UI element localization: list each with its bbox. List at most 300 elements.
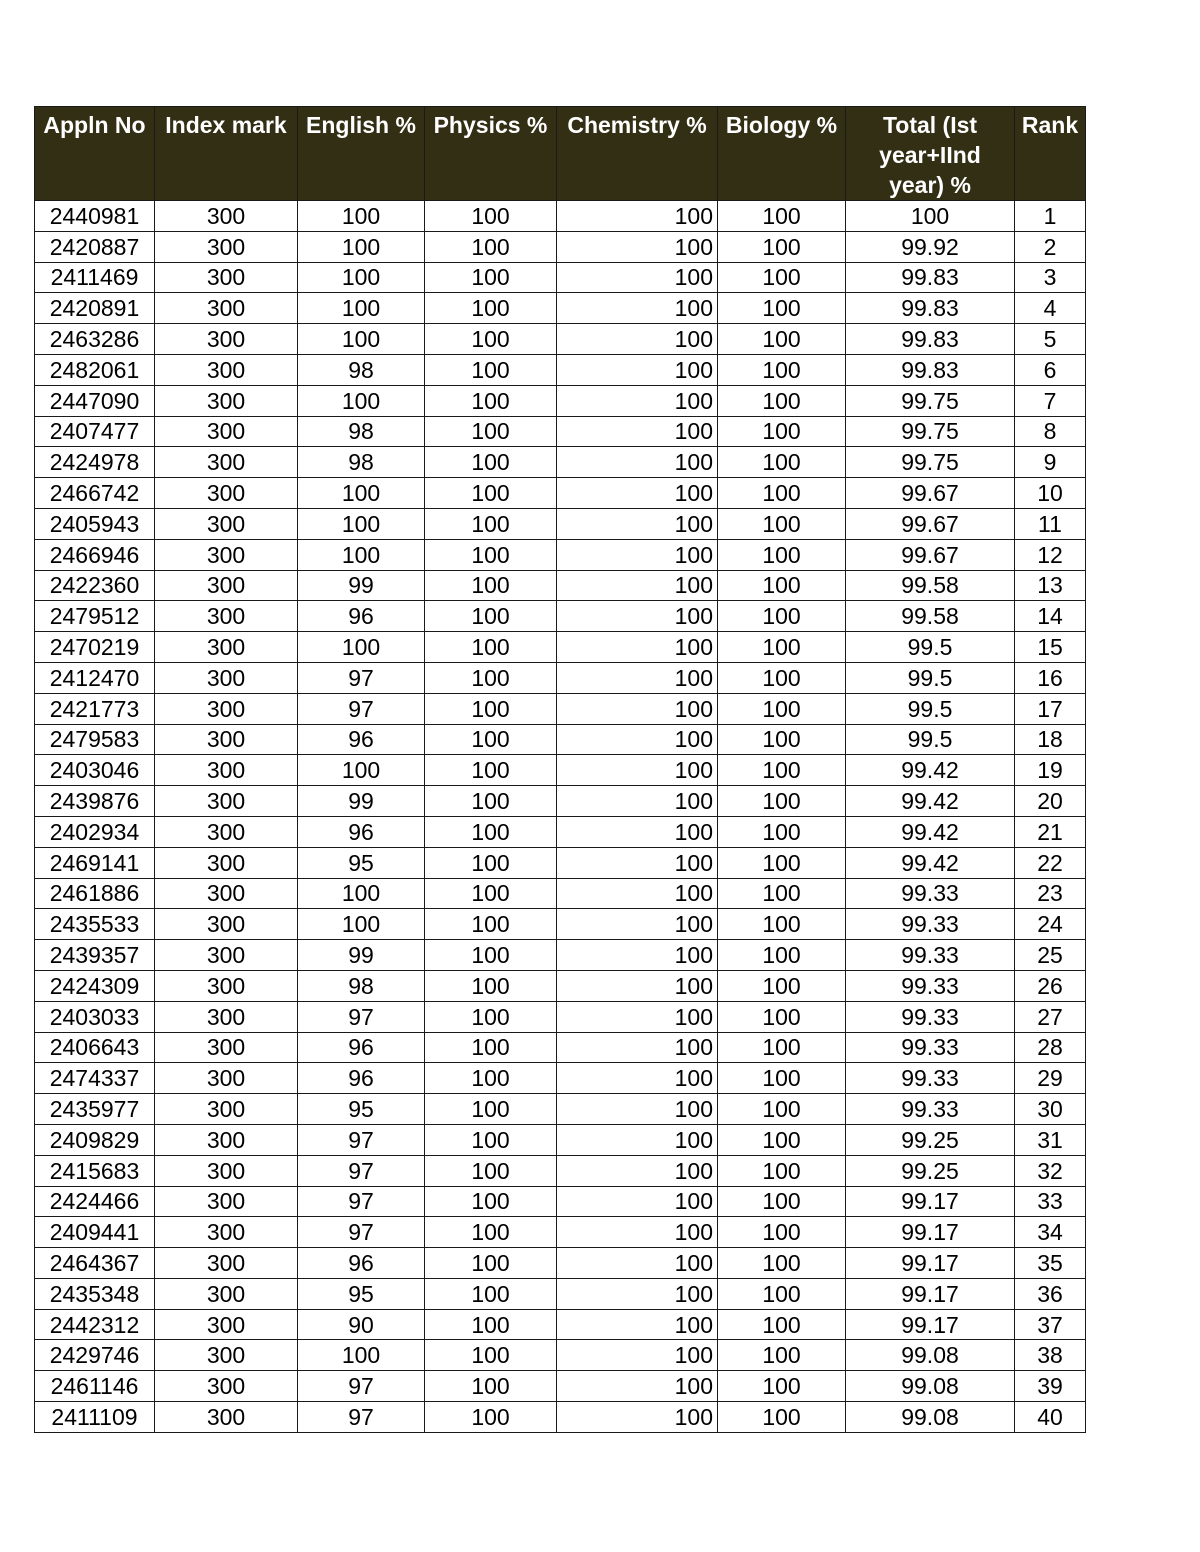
cell-total: 99.33 bbox=[846, 878, 1015, 909]
cell-biology: 100 bbox=[718, 724, 846, 755]
cell-total: 99.67 bbox=[846, 508, 1015, 539]
cell-total: 99.33 bbox=[846, 1063, 1015, 1094]
cell-english: 97 bbox=[298, 693, 425, 724]
cell-total: 99.75 bbox=[846, 447, 1015, 478]
cell-rank: 40 bbox=[1015, 1402, 1086, 1433]
cell-rank: 22 bbox=[1015, 847, 1086, 878]
cell-physics: 100 bbox=[425, 1340, 557, 1371]
table-row bbox=[35, 354, 1086, 385]
cell-rank: 18 bbox=[1015, 724, 1086, 755]
cell-rank: 7 bbox=[1015, 385, 1086, 416]
cell-appln-no: 2435533 bbox=[35, 909, 155, 940]
cell-rank: 23 bbox=[1015, 878, 1086, 909]
table-row bbox=[35, 1340, 1086, 1371]
cell-chemistry: 100 bbox=[557, 293, 718, 324]
cell-physics: 100 bbox=[425, 354, 557, 385]
cell-biology: 100 bbox=[718, 447, 846, 478]
cell-biology: 100 bbox=[718, 478, 846, 509]
cell-english: 95 bbox=[298, 1094, 425, 1125]
table-row bbox=[35, 940, 1086, 971]
cell-appln-no: 2470219 bbox=[35, 632, 155, 663]
cell-english: 100 bbox=[298, 878, 425, 909]
cell-rank: 2 bbox=[1015, 231, 1086, 262]
cell-rank: 3 bbox=[1015, 262, 1086, 293]
table-row bbox=[35, 385, 1086, 416]
cell-chemistry: 100 bbox=[557, 1186, 718, 1217]
cell-physics: 100 bbox=[425, 416, 557, 447]
table-row bbox=[35, 693, 1086, 724]
cell-index-mark: 300 bbox=[155, 1402, 298, 1433]
table-row bbox=[35, 816, 1086, 847]
cell-chemistry: 100 bbox=[557, 847, 718, 878]
cell-chemistry: 100 bbox=[557, 262, 718, 293]
cell-physics: 100 bbox=[425, 478, 557, 509]
cell-english: 98 bbox=[298, 447, 425, 478]
cell-biology: 100 bbox=[718, 786, 846, 817]
table-row bbox=[35, 1217, 1086, 1248]
cell-english: 100 bbox=[298, 539, 425, 570]
cell-physics: 100 bbox=[425, 1001, 557, 1032]
cell-total: 99.67 bbox=[846, 478, 1015, 509]
table-row bbox=[35, 786, 1086, 817]
cell-english: 96 bbox=[298, 724, 425, 755]
cell-appln-no: 2435348 bbox=[35, 1278, 155, 1309]
cell-appln-no: 2405943 bbox=[35, 508, 155, 539]
cell-index-mark: 300 bbox=[155, 909, 298, 940]
cell-index-mark: 300 bbox=[155, 478, 298, 509]
cell-english: 100 bbox=[298, 324, 425, 355]
cell-rank: 34 bbox=[1015, 1217, 1086, 1248]
cell-appln-no: 2409829 bbox=[35, 1124, 155, 1155]
cell-physics: 100 bbox=[425, 570, 557, 601]
cell-biology: 100 bbox=[718, 601, 846, 632]
cell-index-mark: 300 bbox=[155, 1248, 298, 1279]
cell-total: 99.17 bbox=[846, 1217, 1015, 1248]
cell-index-mark: 300 bbox=[155, 570, 298, 601]
cell-appln-no: 2464367 bbox=[35, 1248, 155, 1279]
cell-appln-no: 2461146 bbox=[35, 1371, 155, 1402]
cell-total: 99.17 bbox=[846, 1248, 1015, 1279]
cell-biology: 100 bbox=[718, 1217, 846, 1248]
cell-physics: 100 bbox=[425, 508, 557, 539]
table-row bbox=[35, 601, 1086, 632]
cell-chemistry: 100 bbox=[557, 324, 718, 355]
cell-english: 100 bbox=[298, 231, 425, 262]
cell-biology: 100 bbox=[718, 1340, 846, 1371]
cell-index-mark: 300 bbox=[155, 385, 298, 416]
cell-total: 99.08 bbox=[846, 1340, 1015, 1371]
table-row bbox=[35, 570, 1086, 601]
cell-appln-no: 2402934 bbox=[35, 816, 155, 847]
cell-biology: 100 bbox=[718, 293, 846, 324]
cell-rank: 27 bbox=[1015, 1001, 1086, 1032]
cell-rank: 33 bbox=[1015, 1186, 1086, 1217]
cell-total: 99.33 bbox=[846, 1094, 1015, 1125]
cell-chemistry: 100 bbox=[557, 970, 718, 1001]
cell-english: 100 bbox=[298, 632, 425, 663]
cell-english: 97 bbox=[298, 662, 425, 693]
cell-total: 99.83 bbox=[846, 324, 1015, 355]
cell-index-mark: 300 bbox=[155, 231, 298, 262]
cell-total: 99.33 bbox=[846, 1032, 1015, 1063]
cell-total: 99.5 bbox=[846, 662, 1015, 693]
cell-biology: 100 bbox=[718, 940, 846, 971]
cell-chemistry: 100 bbox=[557, 662, 718, 693]
cell-index-mark: 300 bbox=[155, 539, 298, 570]
cell-index-mark: 300 bbox=[155, 724, 298, 755]
cell-index-mark: 300 bbox=[155, 1217, 298, 1248]
cell-index-mark: 300 bbox=[155, 416, 298, 447]
cell-biology: 100 bbox=[718, 847, 846, 878]
cell-biology: 100 bbox=[718, 201, 846, 232]
cell-chemistry: 100 bbox=[557, 1124, 718, 1155]
cell-english: 100 bbox=[298, 293, 425, 324]
cell-total: 99.58 bbox=[846, 570, 1015, 601]
cell-biology: 100 bbox=[718, 262, 846, 293]
cell-appln-no: 2421773 bbox=[35, 693, 155, 724]
cell-appln-no: 2447090 bbox=[35, 385, 155, 416]
cell-physics: 100 bbox=[425, 1155, 557, 1186]
cell-physics: 100 bbox=[425, 632, 557, 663]
cell-appln-no: 2424466 bbox=[35, 1186, 155, 1217]
cell-chemistry: 100 bbox=[557, 693, 718, 724]
table-row bbox=[35, 847, 1086, 878]
cell-english: 100 bbox=[298, 755, 425, 786]
cell-index-mark: 300 bbox=[155, 1155, 298, 1186]
cell-rank: 36 bbox=[1015, 1278, 1086, 1309]
cell-physics: 100 bbox=[425, 940, 557, 971]
cell-english: 99 bbox=[298, 570, 425, 601]
cell-index-mark: 300 bbox=[155, 878, 298, 909]
cell-rank: 28 bbox=[1015, 1032, 1086, 1063]
table-row bbox=[35, 632, 1086, 663]
table-row bbox=[35, 1248, 1086, 1279]
cell-physics: 100 bbox=[425, 447, 557, 478]
cell-physics: 100 bbox=[425, 293, 557, 324]
cell-biology: 100 bbox=[718, 416, 846, 447]
cell-chemistry: 100 bbox=[557, 570, 718, 601]
cell-total: 99.42 bbox=[846, 816, 1015, 847]
cell-index-mark: 300 bbox=[155, 755, 298, 786]
cell-index-mark: 300 bbox=[155, 201, 298, 232]
cell-total: 99.25 bbox=[846, 1124, 1015, 1155]
cell-rank: 16 bbox=[1015, 662, 1086, 693]
cell-biology: 100 bbox=[718, 1001, 846, 1032]
table-row bbox=[35, 1032, 1086, 1063]
table-row bbox=[35, 724, 1086, 755]
cell-physics: 100 bbox=[425, 1094, 557, 1125]
cell-index-mark: 300 bbox=[155, 1001, 298, 1032]
cell-total: 99.83 bbox=[846, 293, 1015, 324]
cell-appln-no: 2463286 bbox=[35, 324, 155, 355]
table-row bbox=[35, 262, 1086, 293]
cell-chemistry: 100 bbox=[557, 724, 718, 755]
cell-index-mark: 300 bbox=[155, 786, 298, 817]
table-row bbox=[35, 755, 1086, 786]
cell-biology: 100 bbox=[718, 1155, 846, 1186]
cell-english: 95 bbox=[298, 847, 425, 878]
cell-chemistry: 100 bbox=[557, 1032, 718, 1063]
cell-index-mark: 300 bbox=[155, 324, 298, 355]
table-row bbox=[35, 1186, 1086, 1217]
table-row bbox=[35, 970, 1086, 1001]
cell-chemistry: 100 bbox=[557, 385, 718, 416]
cell-chemistry: 100 bbox=[557, 755, 718, 786]
cell-index-mark: 300 bbox=[155, 447, 298, 478]
cell-biology: 100 bbox=[718, 1094, 846, 1125]
cell-english: 99 bbox=[298, 786, 425, 817]
cell-appln-no: 2469141 bbox=[35, 847, 155, 878]
cell-physics: 100 bbox=[425, 1402, 557, 1433]
cell-chemistry: 100 bbox=[557, 1001, 718, 1032]
cell-rank: 32 bbox=[1015, 1155, 1086, 1186]
table-row bbox=[35, 324, 1086, 355]
table-row bbox=[35, 539, 1086, 570]
cell-index-mark: 300 bbox=[155, 1124, 298, 1155]
cell-biology: 100 bbox=[718, 231, 846, 262]
cell-rank: 39 bbox=[1015, 1371, 1086, 1402]
cell-index-mark: 300 bbox=[155, 632, 298, 663]
cell-index-mark: 300 bbox=[155, 1186, 298, 1217]
cell-english: 97 bbox=[298, 1155, 425, 1186]
cell-total: 99.5 bbox=[846, 693, 1015, 724]
cell-rank: 20 bbox=[1015, 786, 1086, 817]
cell-rank: 35 bbox=[1015, 1248, 1086, 1279]
table-row bbox=[35, 447, 1086, 478]
cell-biology: 100 bbox=[718, 1278, 846, 1309]
cell-english: 99 bbox=[298, 940, 425, 971]
table-row bbox=[35, 1155, 1086, 1186]
cell-biology: 100 bbox=[718, 570, 846, 601]
cell-appln-no: 2412470 bbox=[35, 662, 155, 693]
cell-appln-no: 2466742 bbox=[35, 478, 155, 509]
header-physics: Physics % bbox=[425, 107, 557, 201]
cell-appln-no: 2479583 bbox=[35, 724, 155, 755]
cell-rank: 13 bbox=[1015, 570, 1086, 601]
cell-english: 98 bbox=[298, 416, 425, 447]
cell-chemistry: 100 bbox=[557, 632, 718, 663]
table-row bbox=[35, 1001, 1086, 1032]
cell-chemistry: 100 bbox=[557, 508, 718, 539]
cell-index-mark: 300 bbox=[155, 1094, 298, 1125]
cell-appln-no: 2429746 bbox=[35, 1340, 155, 1371]
cell-biology: 100 bbox=[718, 385, 846, 416]
table-row bbox=[35, 1094, 1086, 1125]
cell-physics: 100 bbox=[425, 1371, 557, 1402]
cell-physics: 100 bbox=[425, 724, 557, 755]
cell-total: 99.75 bbox=[846, 416, 1015, 447]
cell-biology: 100 bbox=[718, 970, 846, 1001]
cell-chemistry: 100 bbox=[557, 1371, 718, 1402]
cell-rank: 21 bbox=[1015, 816, 1086, 847]
cell-rank: 1 bbox=[1015, 201, 1086, 232]
cell-index-mark: 300 bbox=[155, 1371, 298, 1402]
cell-chemistry: 100 bbox=[557, 940, 718, 971]
cell-total: 99.33 bbox=[846, 970, 1015, 1001]
cell-rank: 17 bbox=[1015, 693, 1086, 724]
cell-index-mark: 300 bbox=[155, 662, 298, 693]
header-total: Total (Ist year+IInd year) % bbox=[846, 107, 1015, 201]
cell-physics: 100 bbox=[425, 970, 557, 1001]
table-row bbox=[35, 478, 1086, 509]
cell-chemistry: 100 bbox=[557, 878, 718, 909]
cell-physics: 100 bbox=[425, 786, 557, 817]
cell-biology: 100 bbox=[718, 816, 846, 847]
cell-appln-no: 2466946 bbox=[35, 539, 155, 570]
cell-index-mark: 300 bbox=[155, 262, 298, 293]
table-row bbox=[35, 416, 1086, 447]
cell-physics: 100 bbox=[425, 539, 557, 570]
cell-chemistry: 100 bbox=[557, 601, 718, 632]
cell-rank: 37 bbox=[1015, 1309, 1086, 1340]
cell-total: 99.58 bbox=[846, 601, 1015, 632]
cell-total: 99.25 bbox=[846, 1155, 1015, 1186]
cell-english: 97 bbox=[298, 1001, 425, 1032]
cell-biology: 100 bbox=[718, 662, 846, 693]
cell-rank: 26 bbox=[1015, 970, 1086, 1001]
cell-rank: 15 bbox=[1015, 632, 1086, 663]
cell-chemistry: 100 bbox=[557, 1340, 718, 1371]
cell-physics: 100 bbox=[425, 601, 557, 632]
cell-english: 97 bbox=[298, 1186, 425, 1217]
cell-chemistry: 100 bbox=[557, 1217, 718, 1248]
cell-english: 97 bbox=[298, 1371, 425, 1402]
cell-physics: 100 bbox=[425, 847, 557, 878]
cell-total: 99.08 bbox=[846, 1371, 1015, 1402]
cell-total: 99.17 bbox=[846, 1309, 1015, 1340]
cell-total: 99.33 bbox=[846, 1001, 1015, 1032]
cell-total: 99.83 bbox=[846, 354, 1015, 385]
cell-physics: 100 bbox=[425, 1124, 557, 1155]
cell-physics: 100 bbox=[425, 201, 557, 232]
cell-physics: 100 bbox=[425, 662, 557, 693]
cell-biology: 100 bbox=[718, 1124, 846, 1155]
cell-appln-no: 2482061 bbox=[35, 354, 155, 385]
cell-appln-no: 2415683 bbox=[35, 1155, 155, 1186]
cell-biology: 100 bbox=[718, 1032, 846, 1063]
cell-total: 99.83 bbox=[846, 262, 1015, 293]
cell-english: 96 bbox=[298, 1063, 425, 1094]
table-row bbox=[35, 1063, 1086, 1094]
cell-rank: 29 bbox=[1015, 1063, 1086, 1094]
cell-chemistry: 100 bbox=[557, 1248, 718, 1279]
cell-appln-no: 2479512 bbox=[35, 601, 155, 632]
cell-appln-no: 2422360 bbox=[35, 570, 155, 601]
cell-appln-no: 2424309 bbox=[35, 970, 155, 1001]
cell-biology: 100 bbox=[718, 755, 846, 786]
cell-biology: 100 bbox=[718, 632, 846, 663]
cell-rank: 19 bbox=[1015, 755, 1086, 786]
cell-biology: 100 bbox=[718, 1402, 846, 1433]
cell-rank: 10 bbox=[1015, 478, 1086, 509]
table-row bbox=[35, 201, 1086, 232]
table-row bbox=[35, 1309, 1086, 1340]
cell-english: 90 bbox=[298, 1309, 425, 1340]
cell-english: 97 bbox=[298, 1402, 425, 1433]
cell-total: 99.17 bbox=[846, 1278, 1015, 1309]
cell-english: 100 bbox=[298, 909, 425, 940]
cell-biology: 100 bbox=[718, 1309, 846, 1340]
cell-english: 96 bbox=[298, 601, 425, 632]
cell-chemistry: 100 bbox=[557, 478, 718, 509]
cell-chemistry: 100 bbox=[557, 447, 718, 478]
cell-total: 99.42 bbox=[846, 786, 1015, 817]
cell-physics: 100 bbox=[425, 324, 557, 355]
cell-index-mark: 300 bbox=[155, 847, 298, 878]
cell-physics: 100 bbox=[425, 1186, 557, 1217]
cell-biology: 100 bbox=[718, 324, 846, 355]
cell-physics: 100 bbox=[425, 693, 557, 724]
cell-chemistry: 100 bbox=[557, 1063, 718, 1094]
cell-index-mark: 300 bbox=[155, 293, 298, 324]
cell-rank: 8 bbox=[1015, 416, 1086, 447]
cell-appln-no: 2435977 bbox=[35, 1094, 155, 1125]
cell-total: 99.75 bbox=[846, 385, 1015, 416]
cell-chemistry: 100 bbox=[557, 354, 718, 385]
cell-appln-no: 2411469 bbox=[35, 262, 155, 293]
cell-index-mark: 300 bbox=[155, 1278, 298, 1309]
cell-index-mark: 300 bbox=[155, 1032, 298, 1063]
cell-appln-no: 2439357 bbox=[35, 940, 155, 971]
cell-total: 99.5 bbox=[846, 724, 1015, 755]
cell-biology: 100 bbox=[718, 539, 846, 570]
cell-physics: 100 bbox=[425, 1278, 557, 1309]
cell-physics: 100 bbox=[425, 231, 557, 262]
header-appln-no: Appln No bbox=[35, 107, 155, 201]
cell-english: 100 bbox=[298, 262, 425, 293]
cell-english: 95 bbox=[298, 1278, 425, 1309]
cell-biology: 100 bbox=[718, 1248, 846, 1279]
cell-index-mark: 300 bbox=[155, 970, 298, 1001]
cell-physics: 100 bbox=[425, 755, 557, 786]
cell-physics: 100 bbox=[425, 1309, 557, 1340]
cell-appln-no: 2442312 bbox=[35, 1309, 155, 1340]
cell-biology: 100 bbox=[718, 878, 846, 909]
cell-appln-no: 2411109 bbox=[35, 1402, 155, 1433]
cell-total: 99.42 bbox=[846, 847, 1015, 878]
cell-index-mark: 300 bbox=[155, 601, 298, 632]
cell-rank: 25 bbox=[1015, 940, 1086, 971]
header-biology: Biology % bbox=[718, 107, 846, 201]
cell-appln-no: 2461886 bbox=[35, 878, 155, 909]
cell-index-mark: 300 bbox=[155, 693, 298, 724]
cell-total: 100 bbox=[846, 201, 1015, 232]
cell-index-mark: 300 bbox=[155, 354, 298, 385]
cell-index-mark: 300 bbox=[155, 940, 298, 971]
table-row bbox=[35, 1371, 1086, 1402]
cell-rank: 31 bbox=[1015, 1124, 1086, 1155]
cell-physics: 100 bbox=[425, 878, 557, 909]
cell-index-mark: 300 bbox=[155, 508, 298, 539]
cell-appln-no: 2406643 bbox=[35, 1032, 155, 1063]
cell-chemistry: 100 bbox=[557, 1309, 718, 1340]
cell-english: 96 bbox=[298, 816, 425, 847]
cell-total: 99.67 bbox=[846, 539, 1015, 570]
cell-chemistry: 100 bbox=[557, 786, 718, 817]
cell-english: 100 bbox=[298, 385, 425, 416]
cell-rank: 6 bbox=[1015, 354, 1086, 385]
cell-english: 97 bbox=[298, 1124, 425, 1155]
cell-rank: 24 bbox=[1015, 909, 1086, 940]
cell-chemistry: 100 bbox=[557, 1278, 718, 1309]
table-row bbox=[35, 293, 1086, 324]
cell-english: 96 bbox=[298, 1032, 425, 1063]
cell-index-mark: 300 bbox=[155, 1340, 298, 1371]
cell-appln-no: 2403033 bbox=[35, 1001, 155, 1032]
cell-rank: 5 bbox=[1015, 324, 1086, 355]
cell-index-mark: 300 bbox=[155, 1309, 298, 1340]
cell-chemistry: 100 bbox=[557, 1094, 718, 1125]
